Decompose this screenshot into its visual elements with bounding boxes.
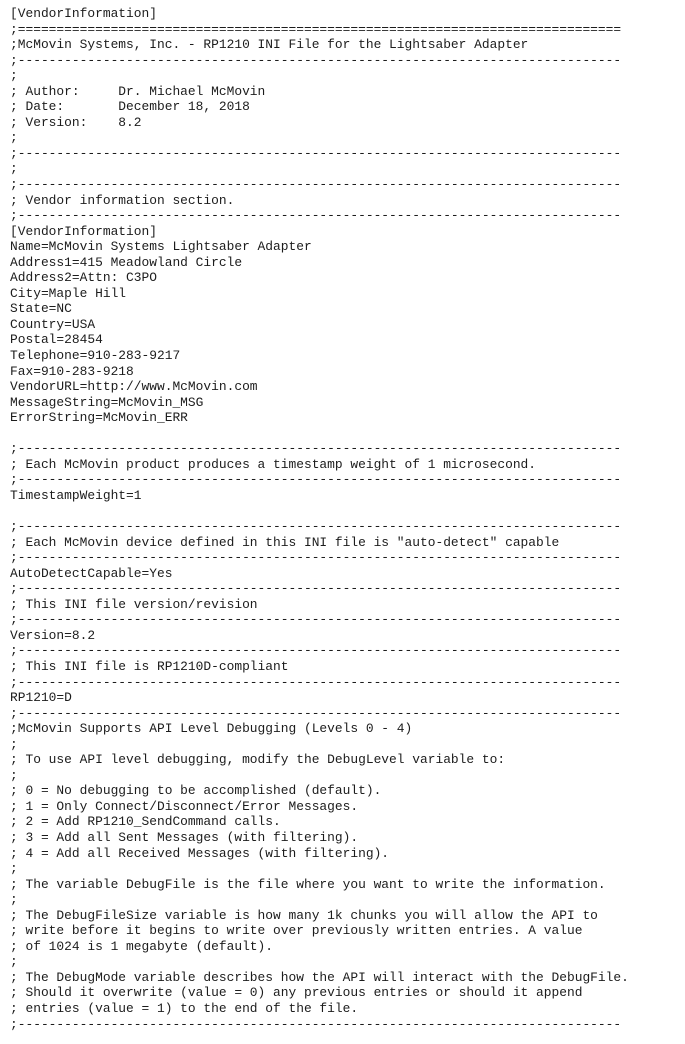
ini-line: Address1=415 Meadowland Circle (10, 254, 243, 270)
ini-line: ;------------------------------------------------------------------------------ (10, 177, 622, 193)
ini-line: ;------------------------------------------------------------------------------ (10, 208, 622, 224)
ini-line: ; Author: Dr. Michael McMovin (10, 83, 266, 99)
ini-line: Address2=Attn: C3PO (10, 270, 157, 286)
ini-line: AutoDetectCapable=Yes (10, 565, 173, 581)
ini-line: ; 4 = Add all Received Messages (with filtering). (10, 845, 390, 861)
ini-line: City=Maple Hill (10, 285, 127, 301)
ini-line: [VendorInformation] (10, 223, 157, 239)
ini-line: Fax=910-283-9218 (10, 363, 134, 379)
ini-line: ; of 1024 is 1 megabyte (default). (10, 938, 274, 954)
ini-line: ; (10, 767, 18, 783)
ini-line: ;McMovin Systems, Inc. - RP1210 INI File for the Lightsaber Adapter (10, 37, 529, 53)
ini-line: VendorURL=http://www.McMovin.com (10, 379, 258, 395)
ini-line: ErrorString=McMovin_ERR (10, 410, 188, 426)
ini-line: ;------------------------------------------------------------------------------ (10, 674, 622, 690)
ini-line: Country=USA (10, 316, 96, 332)
ini-line: Version=8.2 (10, 627, 96, 643)
ini-line: ; Version: 8.2 (10, 114, 142, 130)
ini-line: ;------------------------------------------------------------------------------ (10, 52, 622, 68)
ini-line: ; entries (value = 1) to the end of the file. (10, 1001, 359, 1016)
ini-line: ; (10, 161, 18, 177)
ini-line: ;------------------------------------------------------------------------------ (10, 550, 622, 566)
ini-line: ;------------------------------------------------------------------------------ (10, 1016, 622, 1032)
ini-line: ; Each McMovin product produces a timestamp weight of 1 microsecond. (10, 456, 537, 472)
ini-line: Name=McMovin Systems Lightsaber Adapter (10, 239, 312, 255)
ini-line: ;McMovin Supports API Level Debugging (Levels 0 - 4) (10, 721, 413, 737)
ini-line: ; write before it begins to write over previously written entries. A value (10, 923, 583, 939)
ini-line: ; Date: December 18, 2018 (10, 99, 250, 115)
ini-line: State=NC (10, 301, 72, 317)
ini-line: ;------------------------------------------------------------------------------ (10, 519, 622, 535)
ini-line: ;------------------------------------------------------------------------------ (10, 705, 622, 721)
ini-line: ; To use API level debugging, modify the DebugLevel variable to: (10, 752, 506, 768)
ini-line: ; 3 = Add all Sent Messages (with filtering). (10, 829, 359, 845)
ini-line: MessageString=McMovin_MSG (10, 394, 204, 410)
ini-line: ; This INI file is RP1210D-compliant (10, 658, 289, 674)
ini-line: ; The variable DebugFile is the file where you want to write the information. (10, 876, 606, 892)
ini-line: ; (10, 130, 18, 146)
ini-line: ; (10, 892, 18, 908)
ini-line: ;------------------------------------------------------------------------------ (10, 612, 622, 628)
ini-line: ; Vendor information section. (10, 192, 235, 208)
ini-line: ; The DebugMode variable describes how the API will interact with the DebugFile. (10, 969, 629, 985)
ini-line: ;------------------------------------------------------------------------------ (10, 145, 622, 161)
ini-line: Postal=28454 (10, 332, 103, 348)
ini-line: ; Each McMovin device defined in this INI file is "auto-detect" capable (10, 534, 560, 550)
ini-line: TimestampWeight=1 (10, 487, 142, 503)
ini-line: ;============================================================================== (10, 21, 622, 37)
ini-line: ; 1 = Only Connect/Disconnect/Error Messages. (10, 798, 359, 814)
ini-line: ;------------------------------------------------------------------------------ (10, 441, 622, 457)
ini-line: [VendorInformation] (10, 6, 157, 21)
ini-line: Telephone=910-283-9217 (10, 348, 181, 364)
ini-line: ;------------------------------------------------------------------------------ (10, 472, 622, 488)
ini-line: ; 0 = No debugging to be accomplished (default). (10, 783, 382, 799)
ini-line (10, 426, 685, 442)
ini-line: ;------------------------------------------------------------------------------ (10, 643, 622, 659)
ini-line: ; (10, 954, 18, 970)
ini-line: ; 2 = Add RP1210_SendCommand calls. (10, 814, 281, 830)
ini-line: ; (10, 861, 18, 877)
ini-line (10, 504, 685, 520)
ini-line: ; This INI file version/revision (10, 596, 258, 612)
ini-line: ; (10, 68, 18, 84)
ini-line: ; The DebugFileSize variable is how many 1k chunks you will allow the API to (10, 907, 598, 923)
ini-line: RP1210=D (10, 690, 72, 706)
ini-line: ; (10, 736, 18, 752)
ini-line: ; Should it overwrite (value = 0) any previous entries or should it append (10, 985, 583, 1001)
ini-line: ;------------------------------------------------------------------------------ (10, 581, 622, 597)
